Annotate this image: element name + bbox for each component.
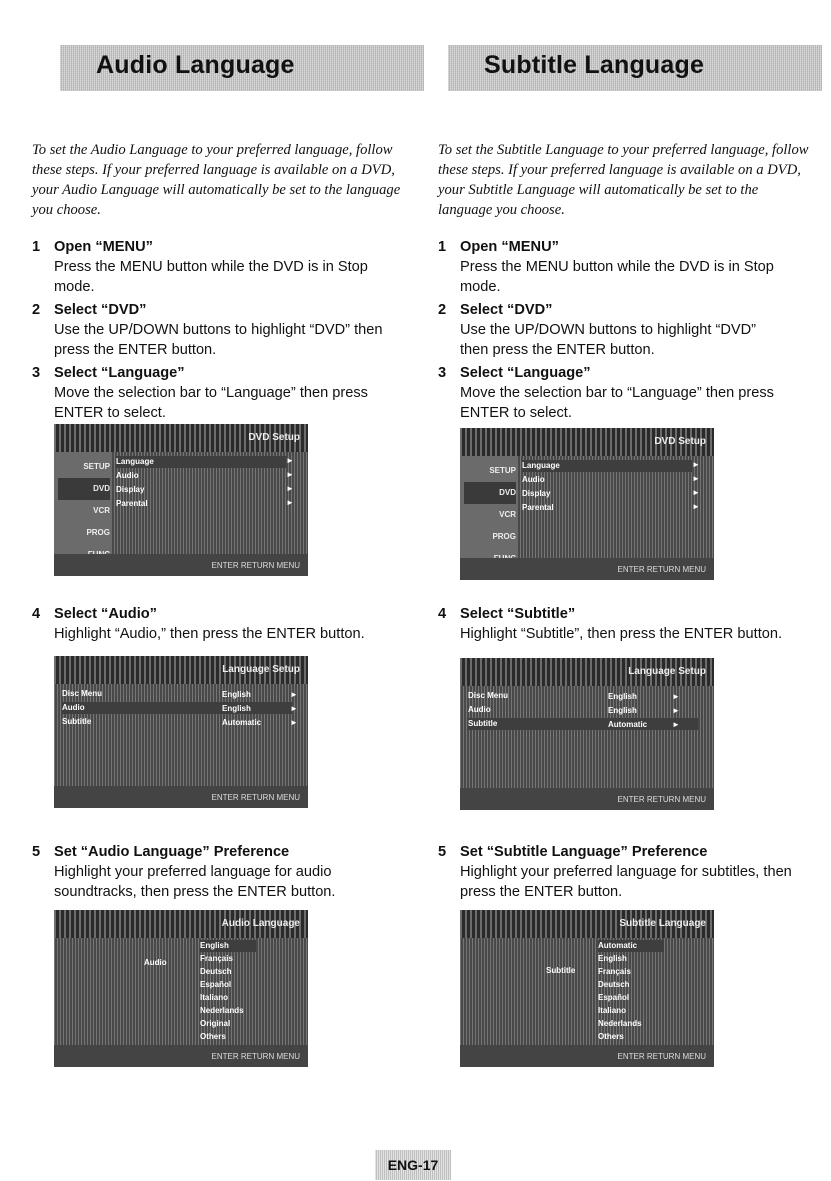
section-header bbox=[60, 45, 424, 91]
sidebar-item-prog: PROG bbox=[86, 528, 110, 537]
sidebar-item-dvd: DVD bbox=[58, 478, 110, 500]
option-english: English bbox=[200, 940, 256, 952]
menu-row-language: Language bbox=[116, 456, 286, 468]
language-setup-screen bbox=[54, 656, 308, 808]
screen-footer: ENTER RETURN MENU bbox=[617, 795, 706, 804]
option-original: Original bbox=[200, 1019, 231, 1028]
page-number: ENG-17 bbox=[375, 1150, 451, 1180]
step-number: 4 bbox=[32, 606, 41, 622]
menu-row-disc-menu bbox=[468, 690, 698, 702]
step-desc: Use the UP/DOWN buttons to highlight “DVD” then press the ENTER button. bbox=[460, 322, 757, 358]
row-value: English bbox=[608, 706, 637, 715]
row-label: Audio bbox=[468, 705, 491, 714]
step-title: Select “Language” bbox=[54, 365, 185, 381]
menu-row-display: Display bbox=[522, 489, 551, 498]
row-value: English bbox=[222, 704, 251, 713]
option-label: Subtitle bbox=[546, 966, 576, 975]
menu-row-audio bbox=[62, 702, 292, 714]
row-label: Disc Menu bbox=[62, 689, 103, 698]
step-number: 1 bbox=[438, 239, 447, 255]
screen-footer: ENTER RETURN MENU bbox=[211, 561, 300, 570]
menu-row-display: Display bbox=[116, 485, 145, 494]
arrow-right-icon: ► bbox=[692, 474, 700, 483]
arrow-right-icon: ► bbox=[692, 488, 700, 497]
step-desc: Highlight your preferred language for subtitles, then press the ENTER button. bbox=[460, 864, 792, 900]
step-number: 5 bbox=[438, 844, 447, 860]
step-number: 1 bbox=[32, 239, 41, 255]
step-title: Set “Subtitle Language” Preference bbox=[460, 844, 708, 860]
step-title: Select “Language” bbox=[460, 365, 591, 381]
screen-title: Language Setup bbox=[628, 666, 706, 677]
step-desc: Move the selection bar to “Language” then press ENTER to select. bbox=[460, 385, 774, 421]
arrow-right-icon: ► bbox=[692, 460, 700, 469]
step-title: Open “MENU” bbox=[54, 239, 153, 255]
intro-text: To set the Subtitle Language to your preferred language, follow these steps. If your preferred language is available on a DVD, your Subtitle Language will automatically be set to the language you choose. bbox=[438, 142, 809, 218]
step-title: Set “Audio Language” Preference bbox=[54, 844, 290, 860]
step-number: 4 bbox=[438, 606, 447, 622]
option-italiano: Italiano bbox=[200, 993, 229, 1002]
option-automatic: Automatic bbox=[598, 940, 664, 952]
step-desc: Highlight “Subtitle”, then press the ENTER button. bbox=[460, 626, 783, 642]
row-label: Audio bbox=[62, 703, 85, 712]
option-francais: Français bbox=[200, 954, 233, 963]
step-number: 3 bbox=[32, 365, 41, 381]
arrow-right-icon: ► bbox=[672, 706, 680, 715]
row-label: Disc Menu bbox=[468, 691, 509, 700]
option-english: English bbox=[598, 954, 627, 963]
screen-footer: ENTER RETURN MENU bbox=[617, 1052, 706, 1061]
arrow-right-icon: ► bbox=[672, 720, 680, 729]
arrow-right-icon: ► bbox=[290, 718, 298, 727]
step-title: Select “DVD” bbox=[460, 302, 553, 318]
language-setup-screen bbox=[460, 658, 714, 810]
step-number: 3 bbox=[438, 365, 447, 381]
sidebar-item-vcr: VCR bbox=[499, 510, 516, 519]
screen-footer: ENTER RETURN MENU bbox=[617, 565, 706, 574]
option-espanol: Español bbox=[200, 980, 232, 989]
screen-title: Language Setup bbox=[222, 664, 300, 675]
screen-title: DVD Setup bbox=[248, 432, 300, 443]
step-number: 5 bbox=[32, 844, 41, 860]
option-nederlands: Nederlands bbox=[200, 1006, 244, 1015]
row-value: Automatic bbox=[608, 720, 648, 729]
step-desc: Move the selection bar to “Language” then press ENTER to select. bbox=[54, 385, 368, 421]
option-others: Others bbox=[200, 1032, 226, 1041]
option-deutsch: Deutsch bbox=[200, 967, 232, 976]
sidebar-item-vcr: VCR bbox=[93, 506, 110, 515]
arrow-right-icon: ► bbox=[286, 456, 294, 465]
option-francais: Français bbox=[598, 967, 631, 976]
arrow-right-icon: ► bbox=[286, 498, 294, 507]
option-italiano: Italiano bbox=[598, 1006, 627, 1015]
row-label: Subtitle bbox=[62, 717, 92, 726]
option-label: Audio bbox=[144, 958, 167, 967]
arrow-right-icon: ► bbox=[692, 502, 700, 511]
sidebar-item-dvd: DVD bbox=[464, 482, 516, 504]
section-title: Subtitle Language bbox=[484, 51, 705, 79]
dvd-setup-screen bbox=[54, 424, 308, 576]
step-desc: Use the UP/DOWN buttons to highlight “DVD” then press the ENTER button. bbox=[54, 322, 383, 358]
step-desc: Press the MENU button while the DVD is in Stop mode. bbox=[460, 259, 774, 295]
menu-sidebar bbox=[460, 456, 518, 558]
step-desc: Highlight “Audio,” then press the ENTER button. bbox=[54, 626, 365, 642]
screen-title: Audio Language bbox=[221, 918, 300, 929]
menu-row-audio bbox=[468, 704, 698, 716]
sidebar-item-setup: SETUP bbox=[489, 466, 516, 475]
menu-row-parental: Parental bbox=[116, 499, 148, 508]
screen-footer: ENTER RETURN MENU bbox=[211, 1052, 300, 1061]
arrow-right-icon: ► bbox=[672, 692, 680, 701]
intro-text: To set the Audio Language to your preferred language, follow these steps. If your preferred language is available on a DVD, your Audio Language will automatically be set to the language you choose. bbox=[32, 142, 401, 218]
step-title: Select “Audio” bbox=[54, 606, 157, 622]
option-deutsch: Deutsch bbox=[598, 980, 630, 989]
menu-row-parental: Parental bbox=[522, 503, 554, 512]
option-nederlands: Nederlands bbox=[598, 1019, 642, 1028]
row-value: Automatic bbox=[222, 718, 262, 727]
step-title: Select “DVD” bbox=[54, 302, 147, 318]
step-title: Select “Subtitle” bbox=[460, 606, 576, 622]
step-number: 2 bbox=[32, 302, 41, 318]
arrow-right-icon: ► bbox=[290, 704, 298, 713]
section-header bbox=[448, 45, 822, 91]
dvd-setup-screen bbox=[460, 428, 714, 580]
step-desc: Highlight your preferred language for audio soundtracks, then press the ENTER button. bbox=[54, 864, 336, 900]
step-desc: Press the MENU button while the DVD is in Stop mode. bbox=[54, 259, 368, 295]
section-title: Audio Language bbox=[96, 51, 295, 79]
sidebar-item-setup: SETUP bbox=[83, 462, 110, 471]
menu-row-subtitle bbox=[468, 718, 698, 730]
audio-language-screen bbox=[54, 910, 308, 1067]
menu-row-audio: Audio bbox=[522, 475, 545, 484]
menu-row-audio: Audio bbox=[116, 471, 139, 480]
screen-title: Subtitle Language bbox=[619, 918, 706, 929]
menu-sidebar bbox=[54, 452, 112, 554]
screen-footer: ENTER RETURN MENU bbox=[211, 793, 300, 802]
step-number: 2 bbox=[438, 302, 447, 318]
sidebar-item-prog: PROG bbox=[492, 532, 516, 541]
arrow-right-icon: ► bbox=[286, 470, 294, 479]
subtitle-language-screen bbox=[460, 910, 714, 1067]
arrow-right-icon: ► bbox=[290, 690, 298, 699]
option-others: Others bbox=[598, 1032, 624, 1041]
arrow-right-icon: ► bbox=[286, 484, 294, 493]
row-value: English bbox=[608, 692, 637, 701]
option-espanol: Español bbox=[598, 993, 630, 1002]
screen-title: DVD Setup bbox=[654, 436, 706, 447]
row-value: English bbox=[222, 690, 251, 699]
menu-row-language: Language bbox=[522, 460, 692, 472]
row-label: Subtitle bbox=[468, 719, 498, 728]
step-title: Open “MENU” bbox=[460, 239, 559, 255]
menu-row-disc-menu bbox=[62, 688, 292, 700]
